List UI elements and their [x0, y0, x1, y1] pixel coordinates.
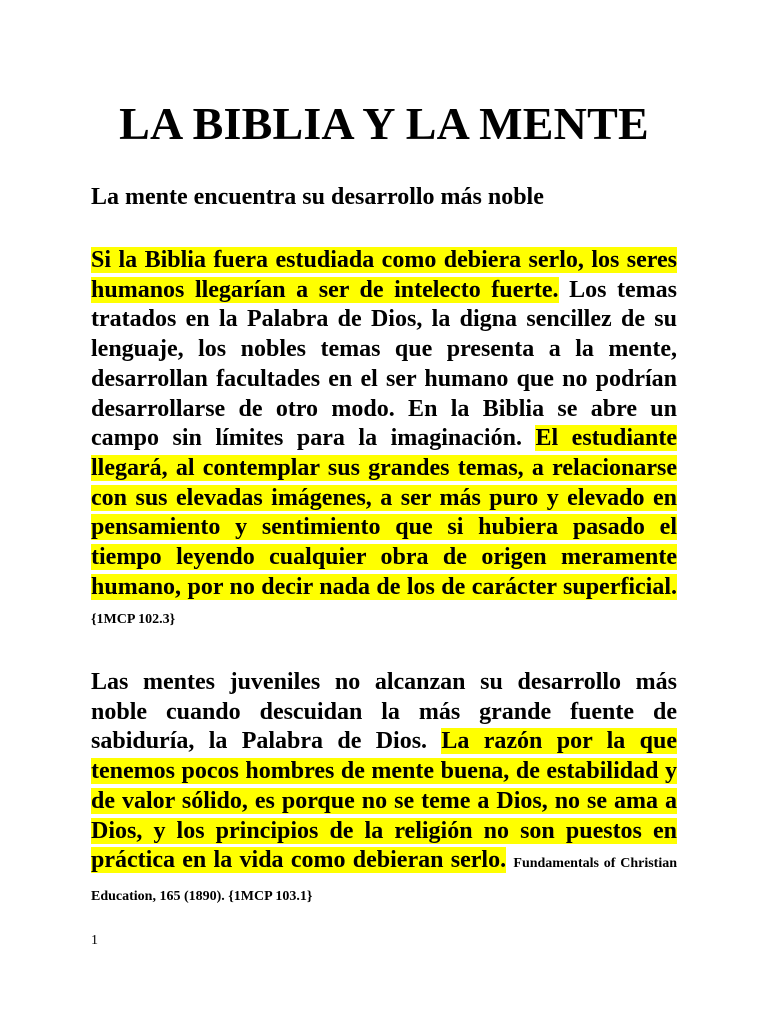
- citation-reference: {1MCP 102.3}: [91, 612, 176, 628]
- highlighted-text: La razón por la que tenemos pocos hombres de mente buena, de estabilidad y de valor sólido, es porque no se teme a Dios, no se ama a Dios, y los principios de la religión no son puestos en práctica en la vida como debieran serlo.: [91, 728, 677, 874]
- paragraph-1: [91, 246, 677, 635]
- highlighted-text: Si la Biblia fuera estudiada como debiera serlo, los seres humanos llegarían a ser de intelecto fuerte.: [91, 247, 677, 303]
- page-number: 1: [91, 933, 98, 948]
- document-subtitle: La mente encuentra su desarrollo más noble: [91, 184, 544, 210]
- citation-reference: Fundamentals of Christian Education, 165 (1890). {1MCP 103.1}: [91, 856, 678, 904]
- highlighted-text: El estudiante llegará, al contemplar sus grandes temas, a relacionarse con sus elevadas imágenes, a ser más puro y elevado en pensamiento y sentimiento que si hubiera pasado el tiempo leyendo cualquier obra de origen meramente humano, por no decir nada de los de carácter superficial.: [91, 425, 678, 600]
- body-text: Los temas tratados en la Palabra de Dios, la digna sencillez de su lenguaje, los nobles temas que presenta a la mente, desarrollan facultades en el ser humano que no podrían desarrollarse de otro modo. En la Biblia se abre un campo sin límites para la imaginación.: [91, 276, 677, 452]
- document-title: LA BIBLIA Y LA MENTE: [119, 98, 649, 149]
- paragraph-2: [91, 668, 677, 912]
- body-text: Las mentes juveniles no alcanzan su desarrollo más noble cuando descuidan la más grande fuente de sabiduría, la Palabra de Dios.: [91, 669, 677, 755]
